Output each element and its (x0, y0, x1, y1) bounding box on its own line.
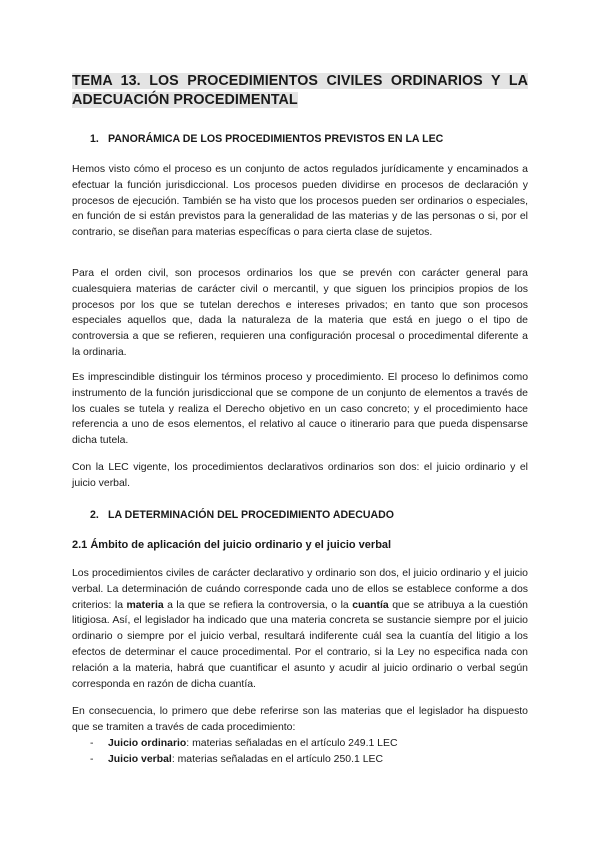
list-item-term: Juicio ordinario (108, 738, 187, 749)
section-2-1-subheading: 2.1 Ámbito de aplicación del juicio ordinario y el juicio verbal (72, 539, 392, 551)
para-text: Los procedimientos civiles de carácter declarativo y ordinario son dos, el juicio ordinario y el juicio verbal. La determinación de cuándo corresponde cada uno de ellos se establece conforme a dos criterios: la (72, 568, 528, 611)
bullet-dash: - (90, 753, 94, 765)
list-item (90, 752, 398, 768)
section-1-paragraph-2: Para el orden civil, son procesos ordinarios los que se prevén con carácter general para cualesquiera materias de carácter civil o mercantil, y que siguen los principios propios de los procesos por los que se tutelan derechos e intereses privados; en tanto que son procesos especiales aquellos que, dada la naturaleza de la materia que está en juego o el tipo de controversia a que se refieren, requieren una configuración procesal o procedimental diferente a la ordinaria. (72, 268, 528, 358)
bullet-dash: - (90, 738, 94, 749)
cuantia-term: cuantía (352, 599, 389, 611)
section-1-number: 1. (90, 133, 99, 145)
materia-term: materia (126, 599, 164, 611)
list-item-term: Juicio verbal (108, 753, 172, 765)
list-item (90, 736, 398, 752)
section-1-title: PANORÁMICA DE LOS PROCEDIMIENTOS PREVISTOS EN LA LEC (108, 133, 444, 145)
section-1-paragraph-4: Con la LEC vigente, los procedimientos declarativos ordinarios son dos: el juicio ordinario y el juicio verbal. (72, 462, 528, 489)
section-1-heading (90, 132, 443, 146)
section-2-title: LA DETERMINACIÓN DEL PROCEDIMIENTO ADECUADO (108, 509, 395, 521)
section-2-paragraph-2: En consecuencia, lo primero que debe referirse son las materias que el legislador ha dispuesto que se tramiten a través de cada procedimiento: (72, 706, 528, 733)
list-item-text: : materias señaladas en el artículo 250.1 LEC (171, 753, 384, 765)
list-item-text: : materias señaladas en el artículo 249.1 LEC (186, 738, 398, 749)
section-1-paragraph-3: Es imprescindible distinguir los términos proceso y procedimiento. El proceso lo definimos como instrumento de la función jurisdiccional que se compone de un conjunto de elementos a través de los cuales se tutela y realiza el Derecho objetivo en un caso concreto; y el procedimiento hace referencia a uno de esos elementos, el relativo al cauce o itinerario para que pueda dispensarse dicha tutela. (72, 372, 528, 447)
para-text: a la que se refiera la controversia, o la (163, 599, 353, 611)
section-2-heading (90, 508, 394, 522)
section-1-paragraph-1: Hemos visto cómo el proceso es un conjunto de actos regulados jurídicamente y encaminados a efectuar la función jurisdiccional. Los procesos pueden dividirse en procesos de declaración y procesos de ejecución. También se ha visto que los procesos pueden ser ordinarios o especiales, en función de si están previstos para la generalidad de las materias y de las personas o si, por el contrario, se diseñan para materias específicas o para cierta clase de sujetos. (72, 164, 528, 239)
document-title-text: TEMA 13. LOS PROCEDIMIENTOS CIVILES ORDINARIOS Y LA ADECUACIÓN PROCEDIMENTAL (72, 73, 528, 108)
section-2-number: 2. (90, 509, 99, 521)
document-title (72, 72, 528, 110)
para-text: que se atribuya a la cuestión litigiosa. Así, el legislador ha indicado que una materia concreta se sustancie siempre por el juicio ordinario o siempre por el juicio verbal, resultará indiferente cuál sea la cuantía del litigio a los efectos de determinar el cauce procedimental. Por el contrario, si la Ley no especifica nada con relación a la materia, habrá que cuantificar el asunto y acudir al juicio ordinario o verbal según corresponda en razón de dicha cuantía. (72, 599, 528, 690)
procedure-list (90, 736, 398, 768)
section-2-paragraph-1 (72, 566, 528, 692)
